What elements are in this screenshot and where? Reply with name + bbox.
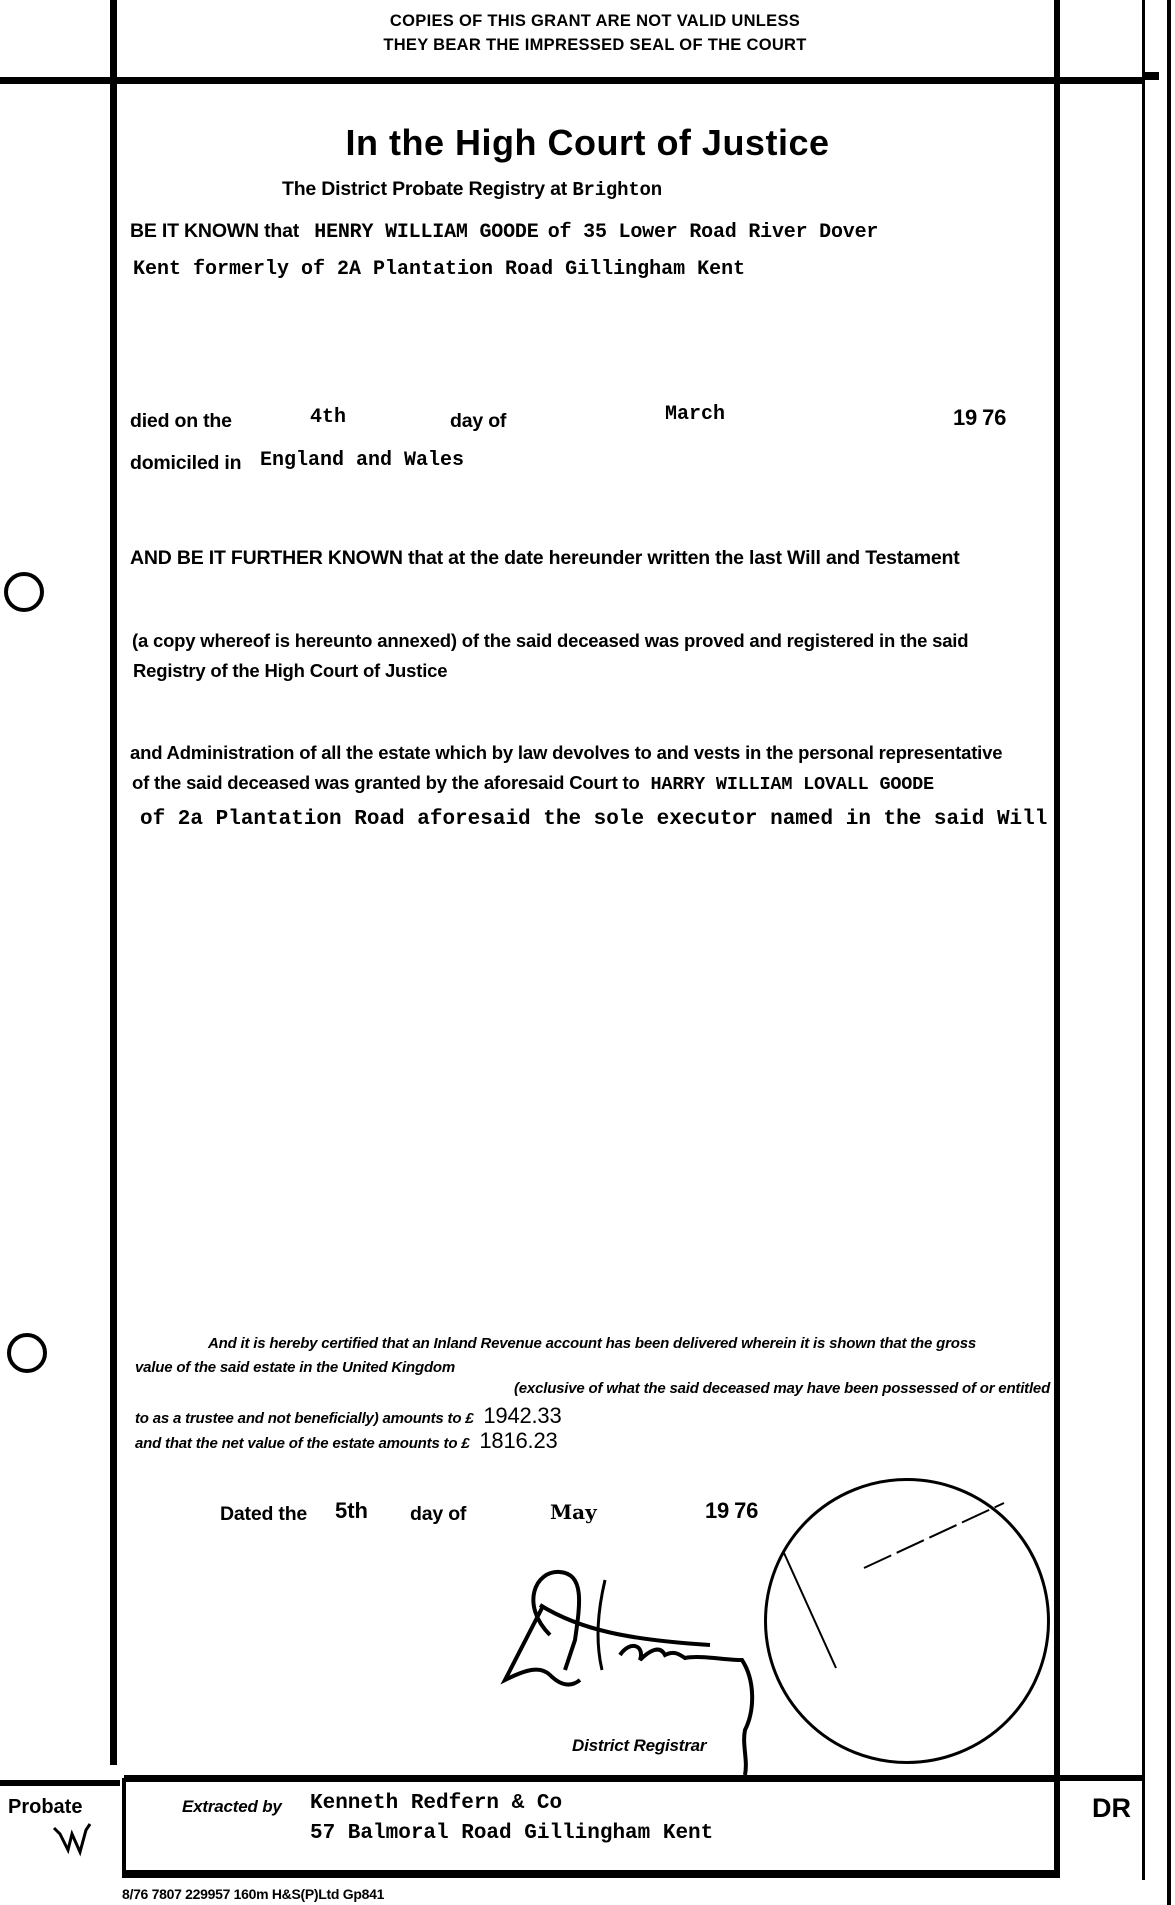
be-it-known-label: BE IT KNOWN that (130, 220, 300, 242)
further-known-line (130, 547, 960, 570)
executor-description: of 2a Plantation Road aforesaid the sole executor named in the said Will (140, 808, 1048, 831)
solicitor-name: Kenneth Redfern & Co (310, 1792, 563, 1815)
died-month: March (665, 403, 726, 426)
died-on-label: died on the (130, 410, 232, 432)
dated-year (705, 1498, 758, 1524)
top-rule (0, 77, 1145, 84)
print-reference: 8/76 7807 229957 160m H&S(P)Ltd Gp841 (122, 1886, 385, 1902)
gross-value: 1942.33 (483, 1403, 562, 1428)
dated-day: 5th (335, 1498, 368, 1523)
domicile-value: England and Wales (260, 449, 465, 472)
page-edge (1167, 0, 1171, 1905)
died-year (953, 405, 1006, 431)
solicitor-address: 57 Balmoral Road Gillingham Kent (310, 1822, 714, 1845)
deceased-name: HENRY WILLIAM GOODE (314, 221, 539, 244)
certificate-line1: And it is hereby certified that an Inland Revenue account has been delivered wherein it is shown that the gross (208, 1335, 976, 1352)
gross-value-label: to as a trustee and not beneficially) amounts to £ (135, 1410, 474, 1427)
administration-line2 (132, 772, 934, 795)
net-value-line (135, 1428, 558, 1454)
validity-notice-line1: COPIES OF THIS GRANT ARE NOT VALID UNLESS (389, 12, 801, 30)
court-title: In the High Court of Justice (345, 122, 830, 163)
year-suffix: 76 (734, 1498, 759, 1523)
certificate-line2: value of the said estate in the United Kingdom (135, 1359, 456, 1376)
punch-hole-icon (7, 1333, 47, 1373)
district-registrar-label: District Registrar (572, 1736, 707, 1755)
net-value: 1816.23 (479, 1428, 558, 1453)
administration-line1: and Administration of all the estate which by law devolves to and vests in the personal representative (130, 742, 1003, 763)
footer-bottom-rule (122, 1870, 1060, 1878)
seal-marks-icon (764, 1478, 1044, 1758)
further-known-label: AND BE IT FURTHER KNOWN (130, 547, 403, 569)
deceased-line (130, 220, 878, 244)
validity-notice-line2: THEY BEAR THE IMPRESSED SEAL OF THE COURT (383, 36, 807, 54)
year-prefix: 19 (953, 405, 978, 430)
initials-mark-icon (50, 1820, 120, 1860)
died-day: 4th (310, 406, 347, 429)
year-suffix: 76 (982, 405, 1007, 430)
net-value-label: and that the net value of the estate amounts to £ (135, 1435, 470, 1452)
left-border (110, 0, 117, 1765)
executor-name: HARRY WILLIAM LOVALL GOODE (650, 774, 934, 795)
certificate-line3: (exclusive of what the said deceased may have been possessed of or entitled (514, 1380, 1051, 1397)
granted-to-label: of the said deceased was granted by the aforesaid Court to (132, 772, 640, 793)
probate-label: Probate (8, 1796, 83, 1818)
copy-annexed-line1: (a copy whereof is hereunto annexed) of the said deceased was proved and registered in the said (132, 630, 969, 651)
deceased-address-line1: of 35 Lower Road River Dover (547, 221, 879, 244)
right-outer-edge (1142, 0, 1145, 1880)
footer-top-rule (0, 1780, 120, 1786)
registry-prefix: The District Probate Registry at (282, 178, 568, 200)
dated-label: Dated the (220, 1503, 308, 1525)
right-border (1054, 0, 1060, 1872)
left-inner-border (122, 1778, 126, 1878)
deceased-address-line2: Kent formerly of 2A Plantation Road Gillingham Kent (133, 258, 746, 281)
registry-place: Brighton (572, 179, 662, 201)
punch-hole-icon (4, 572, 44, 612)
day-of-label: day of (450, 410, 507, 432)
further-known-text: that at the date hereunder written the last Will and Testament (407, 547, 960, 569)
domiciled-label: domiciled in (130, 452, 242, 474)
registry-line (282, 178, 662, 201)
top-rule-tab (1145, 72, 1159, 80)
copy-annexed-line2: Registry of the High Court of Justice (133, 660, 448, 681)
extracted-by-label: Extracted by (182, 1797, 282, 1816)
footer-top-rule-right (1060, 1775, 1142, 1781)
gross-value-line (135, 1403, 562, 1429)
dated-month: May (550, 1500, 597, 1524)
form-code: DR (1092, 1793, 1131, 1823)
dated-day-of-label: day of (410, 1503, 467, 1525)
year-prefix: 19 (705, 1498, 730, 1523)
